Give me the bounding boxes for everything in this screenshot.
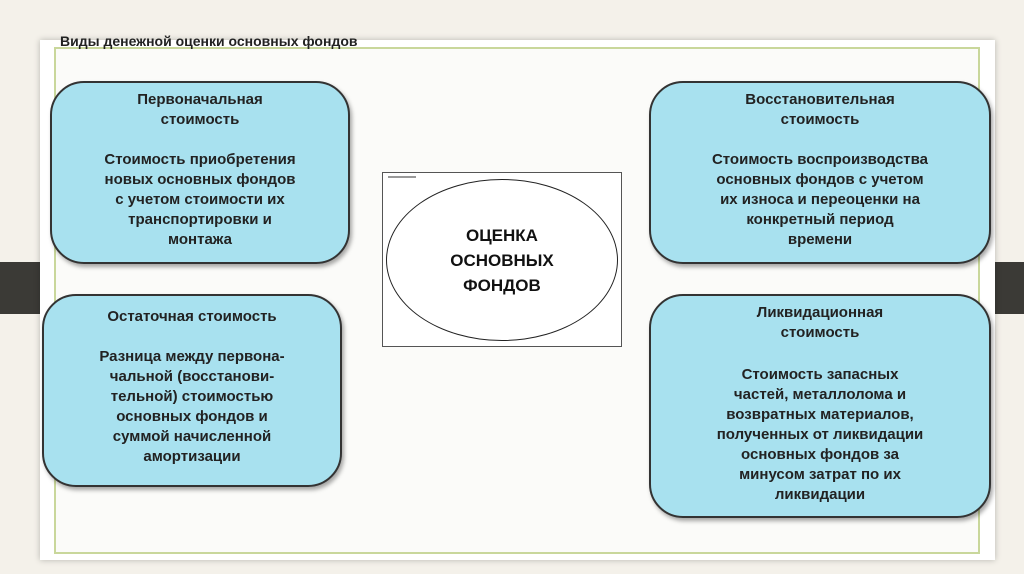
- box-heading: Первоначальная стоимость: [137, 91, 263, 128]
- box-heading: Ликвидационная стоимость: [756, 304, 884, 341]
- box-residual-cost: [42, 294, 342, 487]
- box-description: Стоимость запасных частей, металлолома и возвратных материалов, полученных от ликвидации основных фондов за минусом затрат по их ликвидации: [716, 366, 924, 503]
- box-heading: Восстановительная стоимость: [745, 91, 895, 128]
- slide-title: Виды денежной оценки основных фондов: [60, 33, 358, 49]
- center-ellipse: [386, 179, 618, 341]
- box-description: Стоимость воспроизводства основных фондов с учетом их износа и переоценки на конкретный период времени: [711, 151, 929, 248]
- box-replacement-cost: [649, 81, 991, 264]
- box-liquidation-cost: [649, 294, 991, 518]
- box-description: Стоимость приобретения новых основных фондов с учетом стоимости их транспортировки и монтажа: [104, 151, 296, 248]
- frame-caption-mark: [388, 176, 416, 178]
- box-heading: Остаточная стоимость: [107, 308, 277, 325]
- box-original-cost: [50, 81, 350, 264]
- center-label: ОЦЕНКА ОСНОВНЫХ ФОНДОВ: [450, 225, 554, 295]
- box-description: Разница между первона- чальной (восстанови- тельной) стоимостью основных фондов и суммой начисленной амортизации: [99, 348, 285, 465]
- center-frame: [382, 172, 622, 347]
